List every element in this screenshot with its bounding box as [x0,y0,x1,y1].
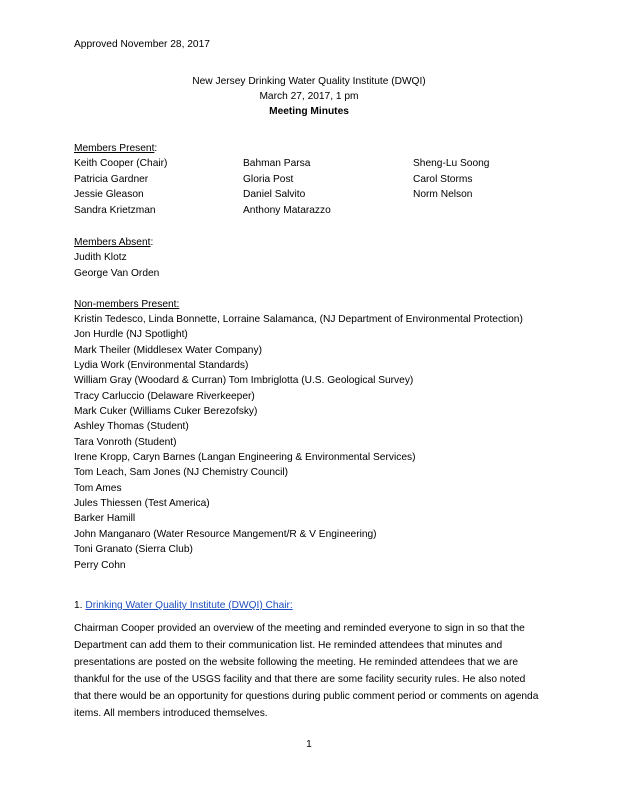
section-number: 1. [74,600,83,611]
section-1-heading [74,598,293,613]
nonmember-entry: Toni Granato (Sierra Club) [74,544,193,556]
nonmember-entry: Perry Cohn [74,559,126,571]
nonmembers-label: Non-members Present: [74,299,180,310]
members-present-label: Members Present [74,143,155,154]
member-name: Jessie Gleason [74,189,144,200]
nonmember-entry: Jon Hurdle (NJ Spotlight) [74,329,188,341]
member-name: Norm Nelson [413,189,473,200]
nonmember-entry: John Manganaro (Water Resource Mangement/R & V Engineering) [74,528,377,540]
member-name: Sandra Krietzman [74,204,156,216]
meeting-date: March 27, 2017, 1 pm [259,91,359,102]
members-present-column-2 [243,156,331,218]
member-name: Carol Storms [413,173,473,185]
document-header [0,74,618,119]
members-present-column-3 [413,156,489,203]
absent-member-name: Judith Klotz [74,252,127,263]
member-name: Keith Cooper (Chair) [74,158,168,169]
member-name: Anthony Matarazzo [243,204,331,216]
member-name: Gloria Post [243,173,294,185]
nonmembers-heading [74,297,179,312]
nonmember-entry: Mark Theiler (Middlesex Water Company) [74,344,262,356]
member-name: Patricia Gardner [74,173,149,185]
dwqi-chair-link[interactable]: Drinking Water Quality Institute (DWQI) Chair: [85,600,293,611]
nonmember-entry: Lydia Work (Environmental Standards) [74,360,249,372]
nonmember-entry: Tom Ames [74,482,122,494]
members-absent-list [74,250,159,281]
members-absent-colon: : [150,237,154,248]
nonmember-entry: Tom Leach, Sam Jones (NJ Chemistry Council) [74,467,289,479]
nonmember-entry: Barker Hamill [74,513,136,525]
members-absent-label: Members Absent [74,237,151,248]
nonmember-entry: Tracy Carluccio (Delaware Riverkeeper) [74,390,255,402]
member-name: Daniel Salvito [243,189,306,200]
section-1-paragraph: Chairman Cooper provided an overview of the meeting and reminded everyone to sign in so that the Department can add them to their communication list. He reminded attendees that minutes and presentations are posted on the website following the meeting. He reminded attendees that we are thankful for the use of the USGS facility and that there are some facility security rules. He also noted that there would be an opportunity for questions during public comment period or comments on agenda items. All members introduced themselves. [74,623,539,719]
document-title: Meeting Minutes [269,106,349,117]
page-number: 1 [306,739,312,750]
nonmember-entry: Jules Thiessen (Test America) [74,498,210,510]
member-name: Bahman Parsa [243,158,311,169]
members-present-column-1 [74,156,167,218]
nonmember-entry: Irene Kropp, Caryn Barnes (Langan Engineering & Environmental Services) [74,452,416,464]
nonmember-entry: Tara Vonroth (Student) [74,436,177,448]
nonmember-entry: Mark Cuker (Williams Cuker Berezofsky) [74,406,258,418]
nonmember-entry: Ashley Thomas (Student) [74,421,189,433]
absent-member-name: George Van Orden [74,267,160,279]
member-name: Sheng-Lu Soong [413,158,490,169]
nonmembers-list [74,312,523,573]
nonmember-entry: Kristin Tedesco, Linda Bonnette, Lorraine Salamanca, (NJ Department of Environmental Protection) [74,314,523,325]
nonmember-entry: William Gray (Woodard & Curran) Tom Imbriglotta (U.S. Geological Survey) [74,375,414,387]
members-present-heading [74,141,157,156]
members-present-colon: : [154,143,158,154]
approval-note: Approved November 28, 2017 [74,39,210,50]
org-name: New Jersey Drinking Water Quality Institute (DWQI) [192,76,426,87]
members-absent-heading [74,235,153,250]
